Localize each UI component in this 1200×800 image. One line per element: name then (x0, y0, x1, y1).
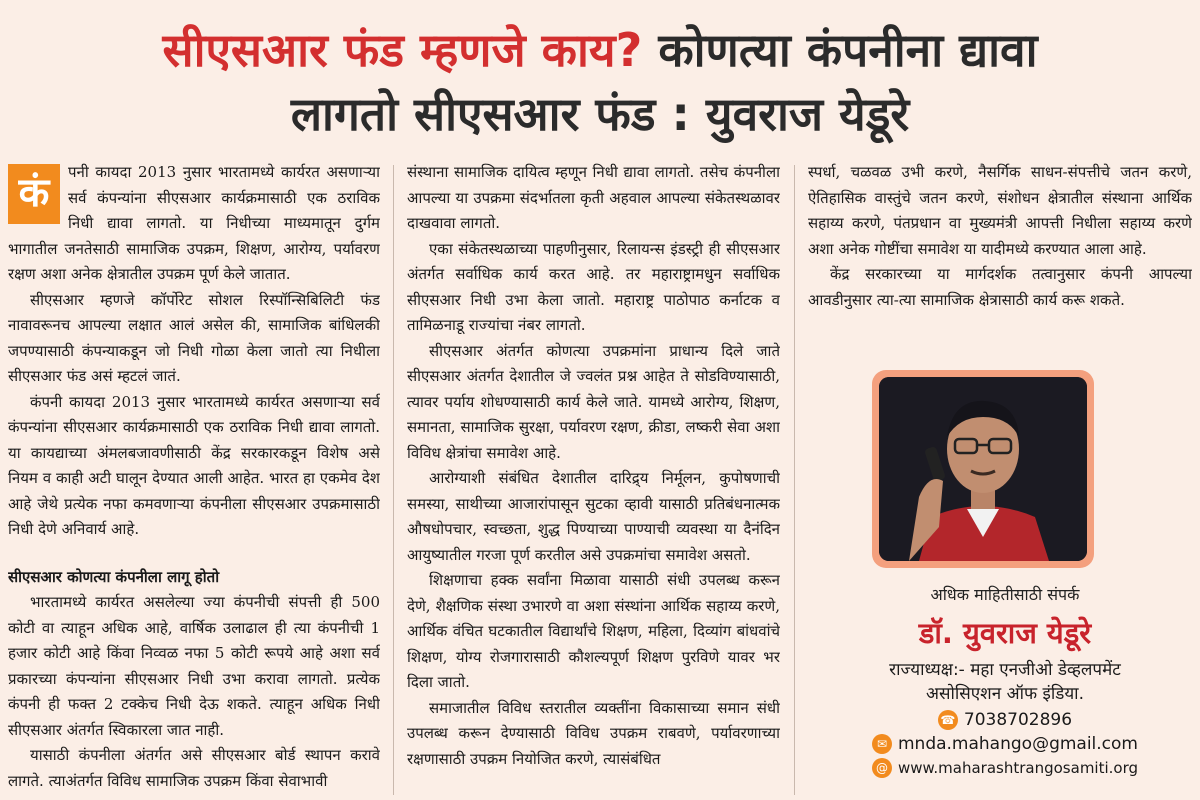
email-icon: ✉ (872, 734, 892, 754)
paragraph: एका संकेतस्थळाच्या पाहणीनुसार, रिलायन्स इंडस्ट्री ही सीएसआर अंतर्गत सर्वाधिक कार्य करत आहे. तर महाराष्ट्रामधुन सर्वाधिक सीएसआर निधी उभा केला जातो. महाराष्ट्र पाठोपाठ कर्नाटक व तामिळनाडू राज्यांचा नंबर लागतो. (407, 239, 780, 334)
email-row (820, 734, 1190, 754)
headline-dark: कोणत्या कंपनीना द्यावा (658, 23, 1038, 77)
paragraph: समाजातील विविध स्तरातील व्यक्तींना विकासाच्या समान संधी उपलब्ध करून देण्यासाठी विविध उपक्रम राबवणे, पर्यावरणाच्या रक्षणासाठी उपक्रम नियोजित करणे, त्यासंबंधित (407, 698, 780, 768)
paragraph: कंपनी कायदा 2013 नुसार भारतामध्ये कार्यरत असणाऱ्या सर्व कंपन्यांना सीएसआर कार्यक्रमासाठी एक ठराविक निधी द्यावा लागतो. या कायद्याच्या अंमलबजावणीसाठी केंद्र सरकारकडून विशेष असे नियम व काही अटी घालून देण्यात आली आहेत. भारत हा एकमेव देश आहे जेथे प्रत्येक नफा कमवणाऱ्या कंपनीला सीएसआर उपक्रमासाठी निधी देणे अनिवार्य आहे. (8, 392, 380, 538)
portrait-illustration (879, 377, 1087, 561)
role-line: असोसिएशन ऑफ इंडिया. (926, 684, 1084, 704)
section-subheading: सीएसआर कोणत्या कंपनीला लागू होतो (8, 567, 220, 586)
article-column-2 (407, 160, 780, 800)
website-url: www.maharashtrangosamiti.org (897, 759, 1139, 777)
paragraph: केंद्र सरकारच्या या मार्गदर्शक तत्वानुसार कंपनी आपल्या आवडीनुसार त्या-त्या सामाजिक क्षेत्रासाठी कार्य करू शकते. (808, 265, 1192, 309)
phone-icon: ☎ (938, 710, 958, 730)
contact-block (820, 583, 1190, 778)
paragraph: स्पर्धा, चळवळ उभी करणे, नैसर्गिक साधन-संपत्तीचे जतन करणे, ऐतिहासिक वास्तुंचे जतन करणे, संशोधन क्षेत्रातील संस्थाना आर्थिक सहाय्य करणे, पंतप्रधान वा मुख्यमंत्री आपत्ती निधीला सहाय्य करणे अशा अनेक गोष्टींचा समावेश या यादीमध्ये करण्यात आला आहे. (808, 163, 1192, 258)
column-divider (393, 165, 394, 795)
author-photo (879, 377, 1087, 561)
paragraph: यासाठी कंपनीला अंतर्गत असे सीएसआर बोर्ड स्थापन करावे लागते. त्याअंतर्गत विविध सामाजिक उपक्रम किंवा सेवाभावी (8, 746, 380, 790)
article-column-1 (8, 160, 380, 800)
paragraph: भारतामध्ये कार्यरत असलेल्या ज्या कंपनीची संपत्ती ही 500 कोटी वा त्याहून अधिक आहे, वार्षिक उलाढाल ही त्या कंपनीची 1 हजार कोटी आहे किंवा निव्वळ नफा 5 कोटी रूपये आहे अशा सर्व प्रकारच्या कंपन्यांना सीएसआर निधी उभा करावा लागतो. प्रत्येक कंपनी ही फक्त 2 टक्केच निधी देऊ शकते. त्याहून अधिक निधी सीएसआर अंतर्गत स्विकारला जात नाही. (8, 593, 380, 739)
paragraph: सीएसआर म्हणजे कॉर्पोरेट सोशल रिस्पॉन्सिबिलिटी फंड नावावरूनच आपल्या लक्षात आलं असेल की, सामाजिक बांधिलकी जपण्यासाठी कंपन्याकडून जो निधी गोळा केला जातो त्या निधीला सीएसआर फंड असं म्हटलं जातं. (8, 290, 380, 385)
author-photo-frame (872, 370, 1094, 568)
phone-row (820, 710, 1190, 730)
paragraph: संस्थाना सामाजिक दायित्व म्हणून निधी द्यावा लागतो. तसेच कंपनीला आपल्या या उपक्रमा संदर्भातला कृती अहवाल आपल्या संकेतस्थळावर दाखवावा लागतो. (407, 163, 780, 232)
article-column-3 (808, 160, 1192, 340)
contact-label: अधिक माहितीसाठी संपर्क (930, 585, 1080, 604)
email-address: mnda.mahango@gmail.com (897, 734, 1138, 754)
website-row (820, 758, 1190, 778)
phone-number: 7038702896 (963, 710, 1073, 730)
dropcap: कं (8, 164, 60, 224)
paragraph: शिक्षणाचा हक्क सर्वांना मिळावा यासाठी संधी उपलब्ध करून देणे, शैक्षणिक संस्था उभारणे वा अशा संस्थांना आर्थिक सहाय्य करणे, आर्थिक वंचित घटकातील विद्यार्थांचे शिक्षण, महिला, दिव्यांग बांधवांचे शिक्षण, योग्य रोजगारासाठी कौशल्यपूर्ण शिक्षण पुरविणे यावर भर दिला जातो. (407, 571, 780, 691)
paragraph: आरोग्याशी संबंधित देशातील दारिद्र्य निर्मूलन, कुपोषणाची समस्या, साथीच्या आजारांपासून सुटका व्हावी यासाठी प्रतिबंधनात्मक औषधोपचार, स्वच्छता, शुद्ध पिण्याच्या पाण्याची व्यवस्था या दैनंदिन आयुष्यातील गरजा पूर्ण करतील असे उपक्रमांचा समावेश असतो. (407, 469, 780, 564)
at-icon: @ (872, 758, 892, 778)
headline-line2: लागतो सीएसआर फंड : युवराज येडूरे (290, 87, 910, 141)
contact-role (820, 658, 1190, 706)
paragraph: पनी कायदा 2013 नुसार भारतामध्ये कार्यरत असणाऱ्या सर्व कंपन्यांना सीएसआर कार्यक्रमासाठी एक ठराविक निधी द्यावा लागतो. या निधीच्या माध्यमातून दुर्गम भागातील जनतेसाठी सामाजिक उपक्रम, शिक्षण, आरोग्य, पर्यावरण रक्षण अशा अनेक क्षेत्रातील उपक्रम पूर्ण केले जातात. (8, 163, 380, 283)
contact-name: डॉ. युवराज येडूरे (918, 616, 1092, 650)
headline (0, 18, 1200, 146)
paragraph: सीएसआर अंतर्गत कोणत्या उपक्रमांना प्राधान्य दिले जाते सीएसआर अंतर्गत देशातील जे ज्वलंत प्रश्न आहेत ते सोडविण्यासाठी, त्यावर पर्याय शोधण्यासाठी कार्य केले जाते. यामध्ये आरोग्य, शिक्षण, समानता, सामाजिक सुरक्षा, पर्यावरण रक्षण, क्रीडा, लष्करी सेवा अशा विविध क्षेत्रांचा समावेश आहे. (407, 341, 780, 462)
role-line: राज्याध्यक्ष:- महा एनजीओ डेव्हलपमेंट (889, 660, 1121, 680)
column-divider (794, 165, 795, 795)
headline-red: सीएसआर फंड म्हणजे काय? (162, 23, 643, 77)
